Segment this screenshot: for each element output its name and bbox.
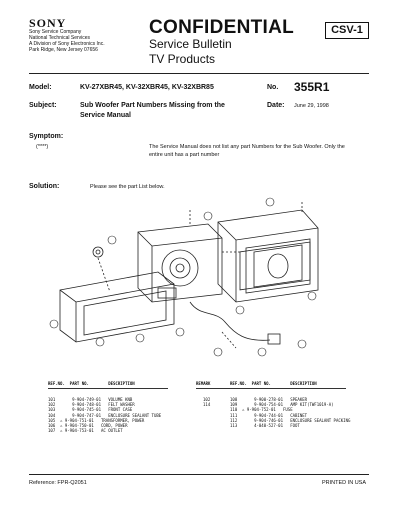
company-line: National Technical Services [29, 35, 91, 41]
table-row: 104 9-904-747-01 ENCLOSURE SEALANT TUBE [48, 412, 162, 418]
company-line: Park Ridge, New Jersey 07656 [29, 47, 98, 53]
table-row: 105 ⚠ 9-904-751-01 TRANSFORMER, POWER [48, 417, 145, 423]
symptom-code: (****) [36, 144, 49, 150]
parts-right-header: REF.NO. PART NO. DESCRIPTION [230, 381, 317, 386]
symptom-label: Symptom: [29, 133, 64, 140]
table-row: 109 9-904-754-01 AMP KIT(TWF1019-A) [230, 402, 334, 408]
bulletin-title [149, 37, 232, 67]
brand-logo: SONY [29, 16, 67, 30]
bulletin-number: 355R1 [294, 80, 330, 94]
bulletin-line: TV Products [149, 52, 216, 66]
table-row: 101 9-904-749-01 VOLUME KNB [48, 397, 133, 402]
remark-cell: 102 [203, 397, 211, 402]
model-label: Model: [29, 84, 52, 91]
solution-label: Solution: [29, 183, 60, 190]
table-row: 112 9-904-746-01 ENCLOSURE SEALANT PACKING [230, 417, 351, 423]
model-value: KV-27XBR45, KV-32XBR45, KV-32XBR85 [80, 84, 214, 91]
subject-label: Subject: [29, 102, 57, 109]
company-address [29, 29, 105, 53]
table-row: 111 9-904-744-01 CABINET [230, 412, 308, 418]
solution-text: Please see the part List below. [90, 184, 165, 190]
confidential-title: CONFIDENTIAL [149, 17, 295, 38]
reference-text: Reference: FPR-Q2051 [29, 480, 87, 486]
parts-remark-list [203, 397, 210, 407]
symptom-text [149, 143, 345, 159]
table-row: 107 ⚠ 9-904-753-01 AC OUTLET [48, 428, 123, 434]
printed-in-text: PRINTED IN USA [322, 480, 367, 486]
bulletin-line: Service Bulletin [149, 37, 232, 51]
table-row: 106 ⚠ 9-904-750-01 CORD, POWER [48, 423, 128, 429]
company-line: A Division of Sony Electronics Inc. [29, 41, 105, 47]
symptom-line: entire unit has a part number [149, 152, 220, 158]
date-value: June 29, 1998 [294, 103, 329, 109]
parts-left-list [48, 397, 161, 433]
subject-line: Service Manual [80, 112, 131, 119]
parts-right-list [230, 397, 350, 428]
table-header-rule [196, 388, 346, 389]
table-header-rule [48, 388, 168, 389]
header-divider [29, 73, 369, 74]
date-label: Date: [267, 102, 285, 109]
footer-divider [29, 474, 369, 475]
table-row: 113 4-040-527-01 FOOT [230, 423, 300, 429]
table-row: 102 9-904-748-01 FELT WASHER [48, 402, 135, 408]
bulletin-code-box: CSV-1 [325, 22, 369, 39]
parts-left-header: REF.NO. PART NO. DESCRIPTION [48, 381, 135, 386]
table-row: 110 ⚠ 9-904-752-01 FUSE [230, 407, 293, 413]
exploded-view-diagram [40, 192, 340, 372]
remark-cell: 114 [203, 402, 211, 408]
table-row: 108 9-900-278-01 SPEAKER [230, 397, 308, 402]
company-line: Sony Service Company [29, 29, 82, 35]
number-label: No. [267, 84, 279, 91]
parts-remark-header: REMARK [196, 381, 211, 386]
table-row: 103 9-904-745-01 FRONT CASE [48, 407, 133, 413]
subject-line: Sub Woofer Part Numbers Missing from the [80, 102, 225, 109]
symptom-line: The Service Manual does not list any part Numbers for the Sub Woofer. Only the [149, 144, 345, 150]
